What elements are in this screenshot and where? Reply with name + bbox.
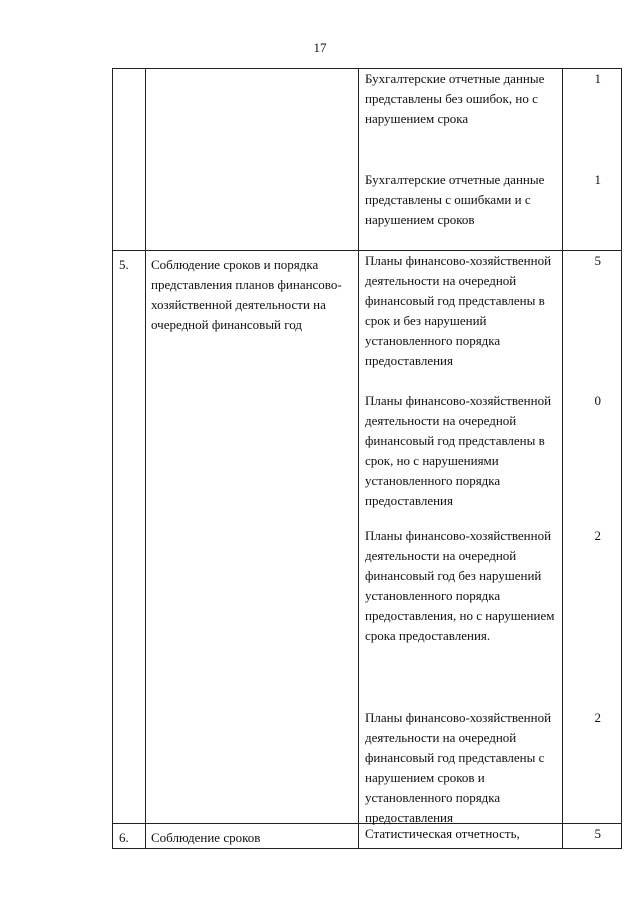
description-text: Планы финансово-хозяйственной деятельности на очередной финансовый год без нарушений установленного порядка предоставления, но с нарушением срока предоставления.	[365, 528, 555, 643]
score-value: 2	[594, 528, 601, 543]
description-text: Бухгалтерские отчетные данные представлены без ошибок, но с нарушением срока	[365, 71, 545, 126]
score-value: 2	[594, 710, 601, 725]
score-cell	[563, 69, 622, 251]
page-number: 17	[313, 40, 327, 55]
description-cell	[359, 251, 563, 824]
criterion-cell: Соблюдение сроков	[146, 824, 359, 849]
score-value: 5	[594, 253, 601, 268]
score-value: 1	[594, 172, 601, 187]
description-text: Планы финансово-хозяйственной деятельности на очередной финансовый год представлены в срок, но с нарушениями установленного порядка предоставления	[365, 393, 552, 508]
row-number-cell: 6.	[113, 824, 146, 849]
row-number-cell: 5.	[113, 251, 146, 824]
description-text: Планы финансово-хозяйственной деятельности на очередной финансовый год представлены в срок и без нарушений установленного порядка предоставления	[365, 253, 552, 368]
criterion-cell	[146, 69, 359, 251]
score-value: 5	[594, 826, 601, 841]
criterion-cell: Соблюдение сроков и порядка представления планов финансово-хозяйственной деятельности на очередной финансовый год	[146, 251, 359, 824]
score-cell	[563, 251, 622, 824]
criteria-table	[112, 68, 622, 849]
description-text: Бухгалтерские отчетные данные представлены с ошибками и с нарушением сроков	[365, 172, 545, 227]
description-text: Планы финансово-хозяйственной деятельности на очередной финансовый год представлены с нарушением сроков и установленного порядка предоставления	[365, 710, 552, 825]
table-row	[113, 251, 622, 824]
score-cell	[563, 824, 622, 849]
row-number-cell	[113, 69, 146, 251]
score-value: 1	[594, 71, 601, 86]
table-row	[113, 69, 622, 251]
description-cell	[359, 824, 563, 849]
description-text: Статистическая отчетность,	[365, 826, 520, 841]
table-row	[113, 824, 622, 849]
description-cell	[359, 69, 563, 251]
score-value: 0	[594, 393, 601, 408]
